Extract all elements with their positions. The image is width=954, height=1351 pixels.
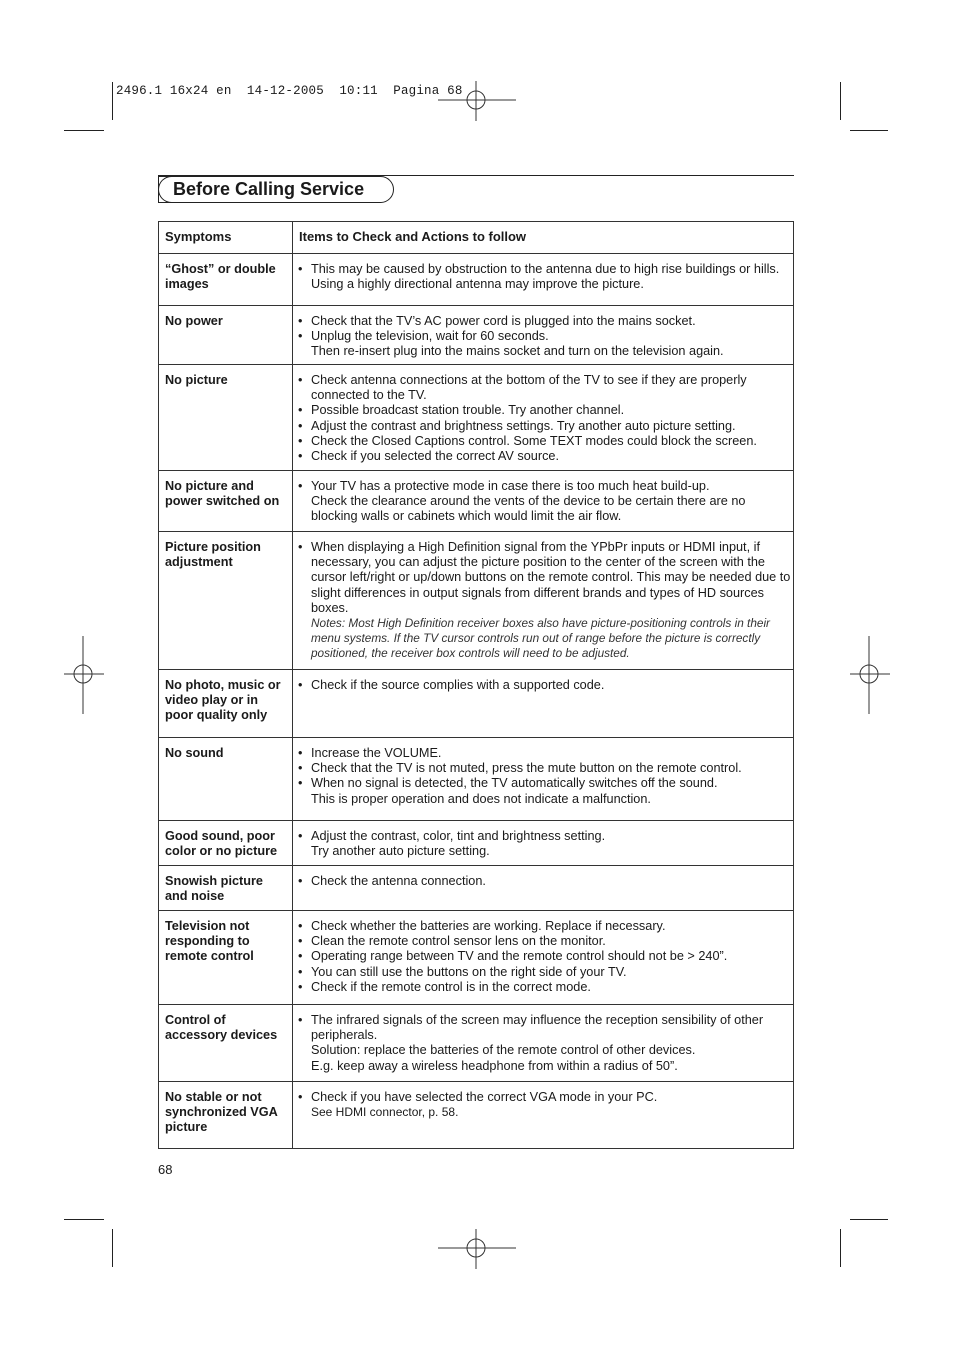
crop-mark <box>840 82 841 120</box>
list-item: • Check the Closed Captions control. Some TEXT modes could block the screen. <box>297 434 791 449</box>
list-item: • Increase the VOLUME. <box>297 746 791 761</box>
registration-mark-icon <box>850 636 890 714</box>
action-list <box>297 314 791 344</box>
troubleshooting-table <box>158 221 794 1149</box>
continuation-text: Then re-insert plug into the mains socket and turn on the television again. <box>311 344 724 359</box>
table-row <box>159 911 794 1005</box>
symptom-cell: “Ghost” or double images <box>159 254 293 306</box>
table-row <box>159 1005 794 1082</box>
list-item: • Check if the source complies with a supported code. <box>297 678 791 693</box>
symptom-cell: Good sound, poor color or no picture <box>159 821 293 866</box>
note-text: Notes: Most High Definition receiver boxes also have picture-positioning controls in their menu systems. If the TV cursor controls run out of range before the picture is correctly positioned, the receiver box controls will need to be adjusted. <box>311 616 770 661</box>
table-row <box>159 471 794 532</box>
action-list <box>297 919 791 995</box>
list-item: • You can still use the buttons on the right side of your TV. <box>297 965 791 980</box>
action-list <box>297 479 791 494</box>
list-item: • Check whether the batteries are working. Replace if necessary. <box>297 919 791 934</box>
actions-header: Items to Check and Actions to follow <box>293 222 794 254</box>
symptom-cell: No stable or not synchronized VGA picture <box>159 1082 293 1149</box>
action-list <box>297 540 791 616</box>
registration-mark-icon <box>438 81 516 121</box>
actions-cell <box>293 866 794 911</box>
registration-mark-icon <box>64 636 104 714</box>
list-item: • Check if you have selected the correct VGA mode in your PC. <box>297 1090 791 1105</box>
list-item: • Check that the TV’s AC power cord is plugged into the mains socket. <box>297 314 791 329</box>
action-list <box>297 746 791 792</box>
actions-cell <box>293 471 794 532</box>
symptom-cell: No sound <box>159 738 293 821</box>
table-row <box>159 365 794 471</box>
table-row <box>159 1082 794 1149</box>
list-item: • Clean the remote control sensor lens on the monitor. <box>297 934 791 949</box>
continuation-text: Solution: replace the batteries of the remote control of other devices. E.g. keep away a wireless headphone from within a radius of 50”. <box>311 1043 696 1073</box>
list-item: • Adjust the contrast and brightness settings. Try another auto picture setting. <box>297 419 791 434</box>
page-number: 68 <box>158 1162 173 1177</box>
list-item: • Check that the TV is not muted, press the mute button on the remote control. <box>297 761 791 776</box>
symptom-cell: Snowish picture and noise <box>159 866 293 911</box>
actions-cell <box>293 821 794 866</box>
actions-cell <box>293 306 794 365</box>
crop-mark <box>64 1219 104 1220</box>
actions-cell <box>293 1082 794 1149</box>
action-list <box>297 678 791 693</box>
list-item: • Your TV has a protective mode in case there is too much heat build-up. <box>297 479 791 494</box>
list-item: • The infrared signals of the screen may influence the reception sensibility of other peripherals. <box>297 1013 791 1043</box>
action-list <box>297 373 791 464</box>
continuation-text: This is proper operation and does not indicate a malfunction. <box>311 791 651 806</box>
table-row <box>159 306 794 365</box>
actions-cell <box>293 1005 794 1082</box>
reference-text: See HDMI connector, p. 58. <box>311 1105 459 1120</box>
actions-cell <box>293 911 794 1005</box>
symptom-cell: Television not responding to remote control <box>159 911 293 1005</box>
symptoms-header: Symptoms <box>159 222 293 254</box>
continuation-text: Try another auto picture setting. <box>311 844 490 859</box>
action-list <box>297 1090 791 1105</box>
list-item: • Possible broadcast station trouble. Try another channel. <box>297 403 791 418</box>
list-item: • When displaying a High Definition signal from the YPbPr inputs or HDMI input, if necessary, you can adjust the picture position to the center of the screen with the cursor left/right or up/down buttons on the remote control. This may be needed due to slight differences in output signals from different brands and types of HD sources boxes. <box>297 540 791 616</box>
list-item: • Operating range between TV and the remote control should not be > 240”. <box>297 949 791 964</box>
table-row <box>159 866 794 911</box>
symptom-cell: No power <box>159 306 293 365</box>
actions-cell <box>293 738 794 821</box>
list-item: • Check antenna connections at the bottom of the TV to see if they are properly connected to the TV. <box>297 373 791 403</box>
continuation-text: Check the clearance around the vents of the device to be certain there are no blocking walls or cabinets which would limit the air flow. <box>311 494 746 524</box>
crop-mark <box>840 1229 841 1267</box>
title-box <box>158 176 394 203</box>
list-item: • This may be caused by obstruction to the antenna due to high rise buildings or hills. Using a highly directional antenna may improve the picture. <box>297 262 791 292</box>
list-item: • Check if the remote control is in the correct mode. <box>297 980 791 995</box>
action-list <box>297 829 791 844</box>
table-row <box>159 254 794 306</box>
table-row <box>159 532 794 670</box>
table-row <box>159 821 794 866</box>
list-item: • Unplug the television, wait for 60 seconds. <box>297 329 791 344</box>
crop-mark <box>850 130 888 131</box>
table-row <box>159 670 794 738</box>
action-list <box>297 1013 791 1043</box>
table-row <box>159 738 794 821</box>
crop-mark <box>850 1219 888 1220</box>
actions-cell <box>293 670 794 738</box>
list-item: • Check if you selected the correct AV source. <box>297 449 791 464</box>
list-item: • Adjust the contrast, color, tint and brightness setting. <box>297 829 791 844</box>
print-slug-line: 2496.1 16x24 en 14-12-2005 10:11 Pagina 68 <box>116 84 463 98</box>
symptom-cell: No picture and power switched on <box>159 471 293 532</box>
list-item: • When no signal is detected, the TV automatically switches off the sound. <box>297 776 791 791</box>
page-title: Before Calling Service <box>173 179 365 199</box>
crop-mark <box>112 82 113 120</box>
symptom-cell: No photo, music or video play or in poor quality only <box>159 670 293 738</box>
symptom-cell: Picture position adjustment <box>159 532 293 670</box>
action-list <box>297 874 791 889</box>
registration-mark-icon <box>438 1229 516 1269</box>
crop-mark <box>112 1229 113 1267</box>
action-list <box>297 262 791 292</box>
symptom-cell: Control of accessory devices <box>159 1005 293 1082</box>
table-header-row <box>159 222 794 254</box>
symptom-cell: No picture <box>159 365 293 471</box>
actions-cell <box>293 254 794 306</box>
crop-mark <box>64 130 104 131</box>
list-item: • Check the antenna connection. <box>297 874 791 889</box>
section-header <box>158 175 794 205</box>
actions-cell <box>293 532 794 670</box>
actions-cell <box>293 365 794 471</box>
